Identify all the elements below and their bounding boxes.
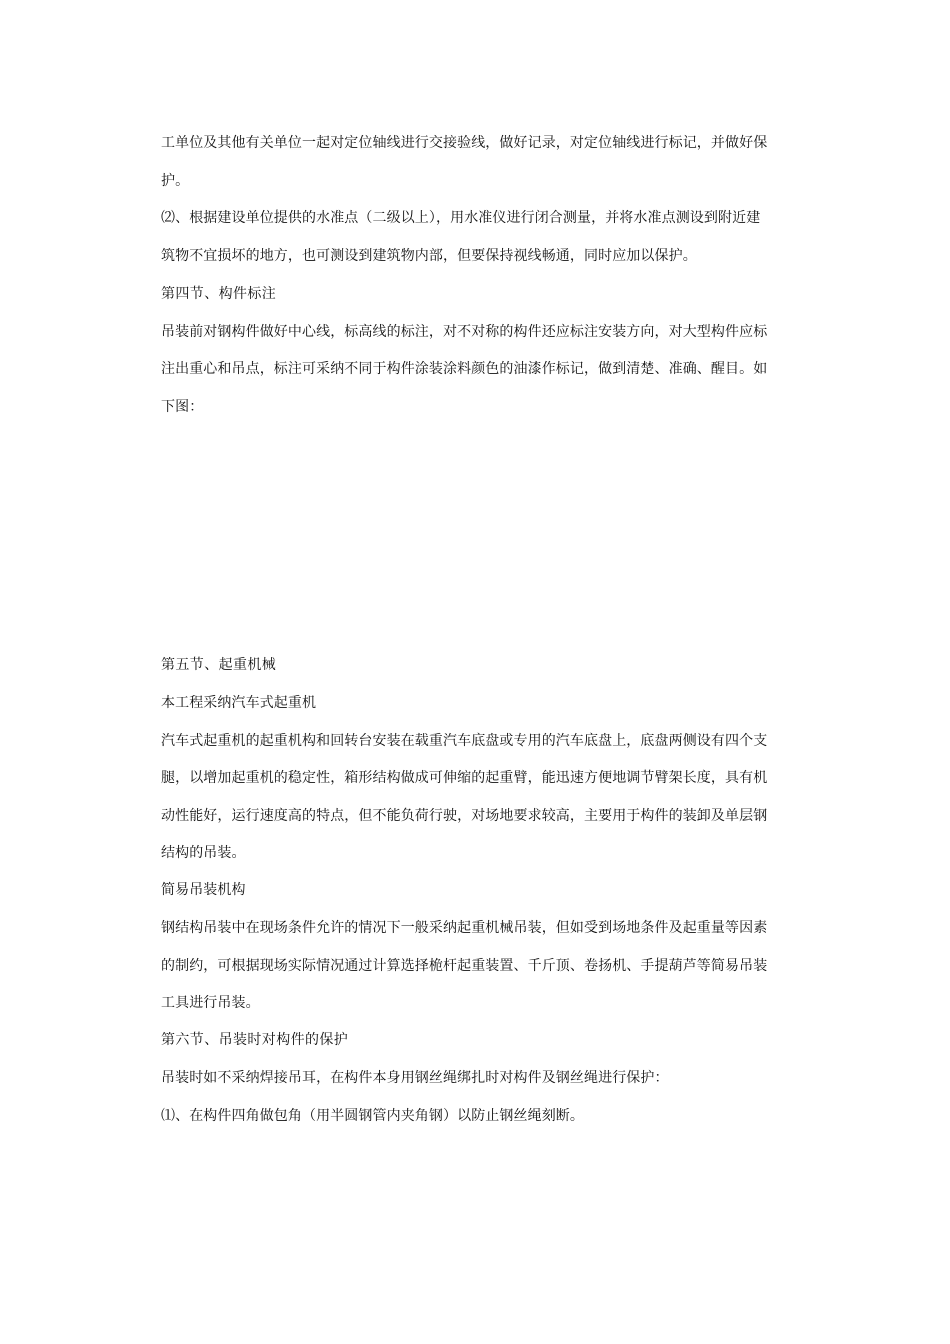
paragraph-line-18: 工具进行吊装。 [161,995,260,1011]
paragraph-line-16: 钢结构吊装中在现场条件允许的情况下一般采纳起重机械吊装，但如受到场地条件及起重量等因素 [161,920,768,936]
paragraph-line-17: 的制约，可根据现场实际情况通过计算选择桅杆起重装置、千斤顶、卷扬机、手提葫芦等简易吊装 [161,958,768,974]
paragraph-line-7: 注出重心和吊点，标注可采纳不同于构件涂装涂料颜色的油漆作标记，做到清楚、准确、醒目。如 [161,361,768,377]
paragraph-line-1: 工单位及其他有关单位一起对定位轴线进行交接验线，做好记录，对定位轴线进行标记，并做好保 [161,135,768,151]
section-heading-4: 第四节、构件标注 [161,286,277,302]
paragraph-line-14: 结构的吊装。 [161,845,246,861]
paragraph-line-6: 吊装前对钢构件做好中心线，标高线的标注，对不对称的构件还应标注安装方向，对大型构件应标 [161,324,768,340]
paragraph-line-3: ⑵、根据建设单位提供的水准点（二级以上），用水准仪进行闭合测量，并将水准点测设到附近建 [161,210,761,226]
subheading-truck-crane: 本工程采纳汽车式起重机 [161,695,317,711]
paragraph-line-8: 下图： [161,399,204,415]
section-heading-6: 第六节、吊装时对构件的保护 [161,1032,349,1048]
paragraph-line-20: 吊装时如不采纳焊接吊耳，在构件本身用钢丝绳绑扎时对构件及钢丝绳进行保护： [161,1070,669,1086]
paragraph-line-11: 汽车式起重机的起重机构和回转台安装在载重汽车底盘或专用的汽车底盘上，底盘两侧设有四个支 [161,733,768,749]
section-heading-5: 第五节、起重机械 [161,657,277,673]
paragraph-line-13: 动性能好，运行速度高的特点，但不能负荷行驶，对场地要求较高，主要用于构件的装卸及单层钢 [161,808,768,824]
figure-placeholder [161,420,786,640]
paragraph-line-21: ⑴、在构件四角做包角（用半圆钢管内夹角钢）以防止钢丝绳刻断。 [161,1108,584,1124]
paragraph-line-4: 筑物不宜损坏的地方，也可测设到建筑物内部，但要保持视线畅通，同时应加以保护。 [161,248,697,264]
paragraph-line-12: 腿，以增加起重机的稳定性，箱形结构做成可伸缩的起重臂，能迅速方便地调节臂架长度，具有机 [161,770,768,786]
subheading-simple-lifting: 简易吊装机构 [161,882,246,898]
paragraph-line-2: 护。 [161,173,190,189]
